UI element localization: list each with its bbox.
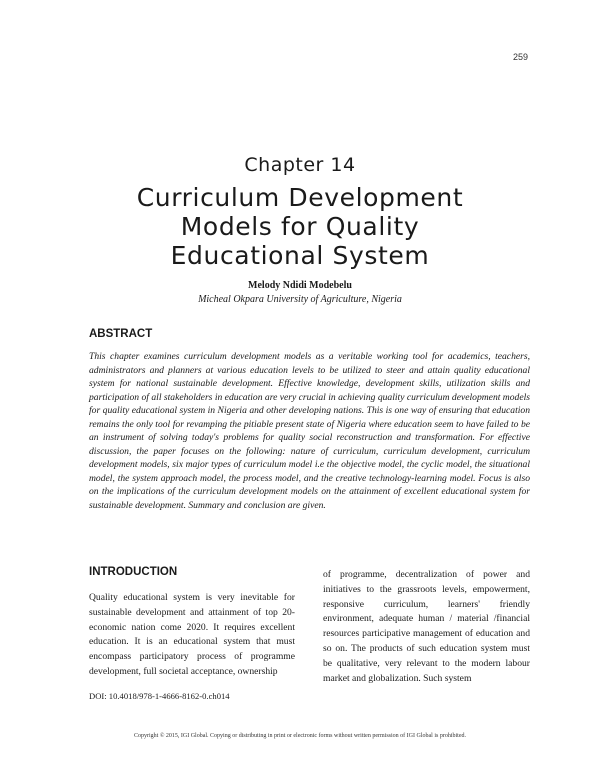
doi: DOI: 10.4018/978-1-4666-8162-0.ch014 [89, 691, 230, 701]
abstract-heading: ABSTRACT [89, 328, 153, 340]
chapter-title-line-3: Educational System [170, 241, 430, 270]
introduction-left-column: Quality educational system is very inevitable for sustainable development and attainment of top 20-economic nation come 2020. It requires excellent education. It is an educational system that must encompass participatory process of programme development, full societal acceptance, ownership [89, 592, 295, 677]
introduction-right-column: of programme, decentralization of power and initiatives to the grassroots levels, empowerment, responsive curriculum, learners' friendly environment, adequate human / material /financial resources participative management of education and so on. The products of such education system must be qualitative, very relevant to the modern labour market and globalization. Such system [323, 569, 530, 684]
chapter-title-line-2: Models for Quality [180, 212, 420, 241]
copyright-notice: Copyright © 2015, IGI Global. Copying or distributing in print or electronic forms without written permission of IGI Global is prohibited. [133, 733, 466, 739]
author-affiliation: Micheal Okpara University of Agriculture, Nigeria [198, 294, 402, 305]
introduction-heading: INTRODUCTION [89, 566, 178, 578]
chapter-title-line-1: Curriculum Development [136, 183, 464, 212]
page-number: 259 [512, 52, 528, 62]
chapter-title [0, 183, 600, 270]
abstract-text: This chapter examines curriculum development models as a veritable working tool for academics, teachers, administrators and planners at various education levels to be utilized to steer and attain quality educational system for national sustainable development. Effective knowledge, development skills, utilization skills and participation of all stakeholders in education are very crucial in achieving quality curriculum development models for quality educational system in Nigeria and other developing nations. This is one way of ensuring that education remains the only tool for revamping the pitiable present state of Nigeria where education seem to have failed to be an instrument of solving today's problems for quality social reconstruction and transformation. For effective discussion, the paper focuses on the following: nature of curriculum, curriculum development, curriculum development models, six major types of curriculum model i.e the objective model, the cyclic model, the situational model, the system approach model, the process model, and the creative technology-learning model. Focus is also on the implications of the curriculum development models on the attainment of excellent educational system for sustainable development. Summary and conclusion are given. [89, 351, 530, 512]
chapter-label: Chapter 14 [244, 154, 356, 176]
author-name: Melody Ndidi Modebelu [248, 280, 352, 291]
